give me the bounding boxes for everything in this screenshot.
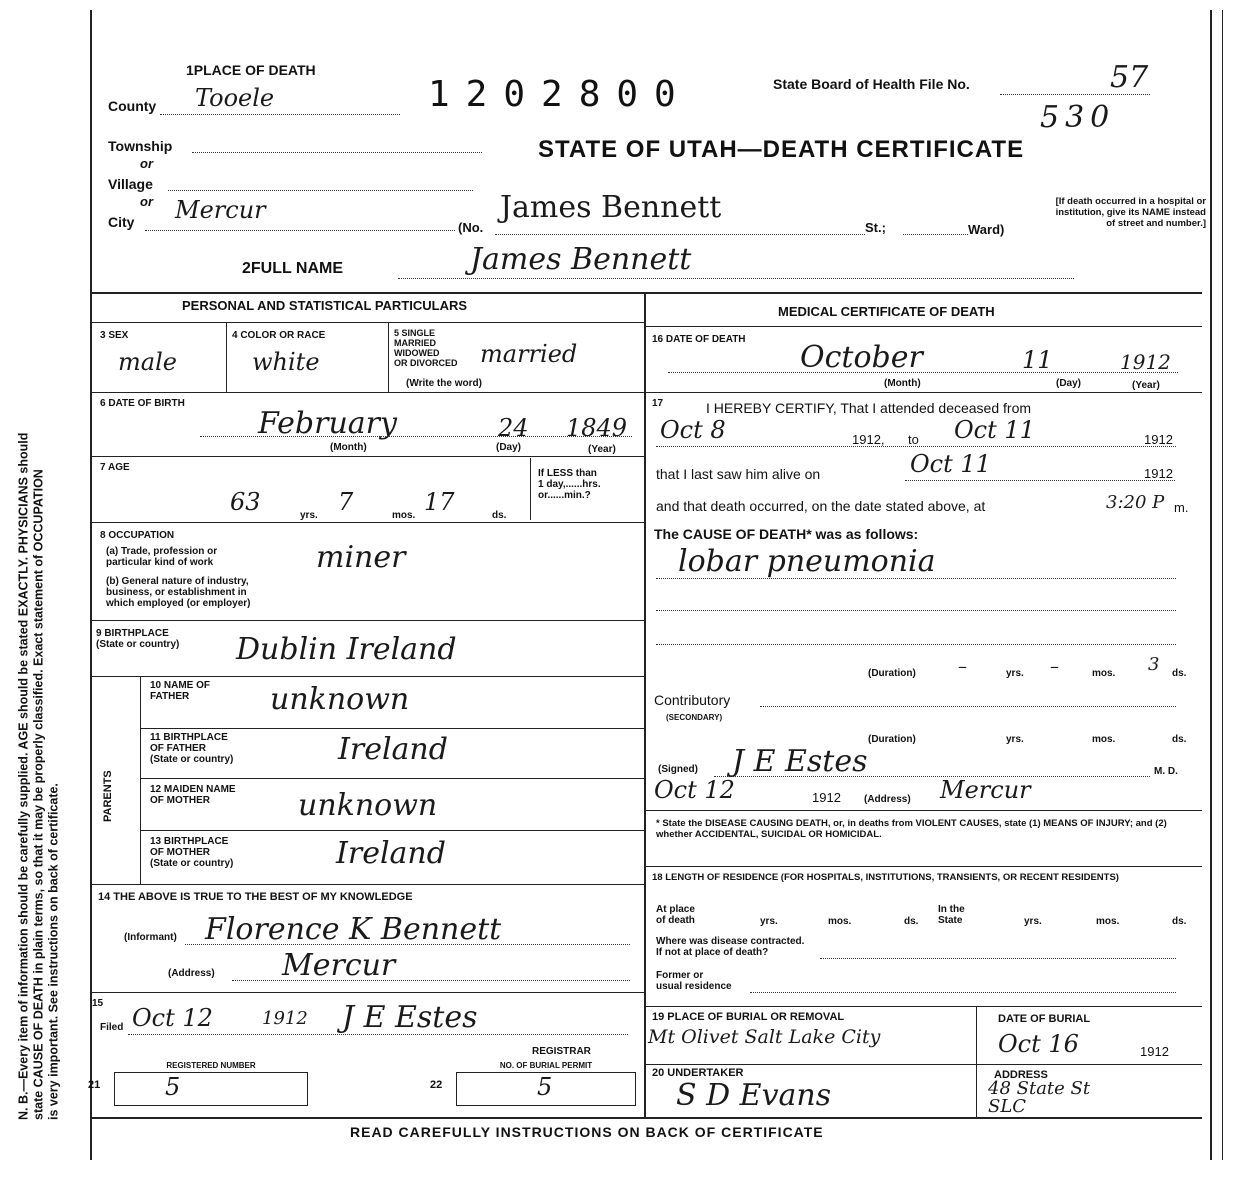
- hospital-note: [If death occurred in a hospital or institution, give its NAME instead of street and number.]: [1055, 196, 1206, 229]
- dod-year-caption: (Year): [1132, 380, 1160, 391]
- date-of-death-label: 16 DATE OF DEATH: [652, 334, 746, 345]
- township-label: Township: [108, 138, 173, 154]
- informant-value: Florence K Bennett: [205, 912, 502, 947]
- certify-number: 17: [652, 398, 664, 409]
- occupation-a-label: (a) Trade, profession or particular kind of work: [106, 546, 218, 568]
- marital-options: 5 SINGLE MARRIED WIDOWED OR DIVORCED: [394, 328, 458, 368]
- place-of-death-label: 1PLACE OF DEATH: [186, 62, 316, 78]
- occurred-text: and that death occurred, on the date stated above, at: [656, 498, 986, 514]
- attended-to-date: Oct 11: [954, 416, 1035, 444]
- side-note-line2: state CAUSE OF DEATH in plain terms, so that it may be properly classified. Exact statement of OCCUPATION: [31, 469, 46, 1120]
- st-label: St.;: [865, 220, 886, 235]
- no-label: (No.: [458, 220, 484, 235]
- side-instructions: [4, 60, 74, 1120]
- father-birthplace-value: Ireland: [338, 732, 448, 767]
- attended-to-year: 1912: [1144, 432, 1173, 447]
- duration-yrs-label: yrs.: [1006, 668, 1024, 679]
- father-birthplace-label: 11 BIRTHPLACE OF FATHER (State or country): [150, 732, 234, 765]
- duration2-yrs-label: yrs.: [1006, 734, 1024, 745]
- residence-state-yrs-label: yrs.: [1024, 916, 1042, 927]
- registrar-label: REGISTRAR: [532, 1046, 591, 1057]
- cause-label: The CAUSE OF DEATH* was as follows:: [654, 526, 919, 542]
- file-no-value2: 530: [1040, 100, 1116, 135]
- duration-mos: –: [1050, 656, 1059, 677]
- secondary-label: (SECONDARY): [666, 713, 723, 722]
- dod-year: 1912: [1120, 350, 1171, 374]
- village-label: Village: [108, 176, 153, 192]
- parents-label: PARENTS: [102, 770, 114, 822]
- father-name-label: 10 NAME OF FATHER: [150, 680, 211, 702]
- last-saw-date: Oct 11: [910, 450, 991, 478]
- duration2-mos-label: mos.: [1092, 734, 1116, 745]
- duration-days: 3: [1148, 654, 1160, 675]
- duration-mos-label: mos.: [1092, 668, 1116, 679]
- mother-birthplace-label: 13 BIRTHPLACE OF MOTHER (State or country): [150, 836, 234, 869]
- burial-date-label: DATE OF BURIAL: [998, 1013, 1091, 1025]
- residence-in-state-label: In the State: [938, 904, 965, 926]
- residence-at-place-label: At place of death: [656, 904, 695, 926]
- ward-label: Ward): [968, 222, 1005, 237]
- cause-footnote: * State the DISEASE CAUSING DEATH, or, in deaths from VIOLENT CAUSES, state (1) MEANS OF INJURY; and (2) whether ACCIDENTAL, SUICIDAL OR HOMICIDAL.: [656, 818, 1167, 840]
- undertaker-address-value: 48 State St SLC: [988, 1078, 1091, 1117]
- physician-signature: J E Estes: [732, 744, 868, 779]
- former-residence-label: Former or usual residence: [656, 970, 732, 992]
- dob-year: 1849: [566, 414, 628, 442]
- birthplace-label: 9 BIRTHPLACE (State or country): [96, 628, 180, 650]
- burial-permit-label: NO. OF BURIAL PERMIT: [499, 1061, 593, 1070]
- file-no-label: State Board of Health File No.: [773, 76, 970, 92]
- birthplace-value: Dublin Ireland: [236, 632, 457, 667]
- full-name-value: James Bennett: [470, 242, 692, 277]
- duration-yrs: –: [958, 656, 967, 677]
- signed-date: Oct 12: [654, 776, 735, 804]
- residence-label: 18 LENGTH OF RESIDENCE (FOR HOSPITALS, INSTITUTIONS, TRANSIENTS, OR RECENT RESIDENTS): [652, 872, 1119, 883]
- file-no-value: 57: [1110, 60, 1149, 95]
- occupation-b-label: (b) General nature of industry, business, or establishment in which employed (or employer): [106, 576, 251, 609]
- m-label: m.: [1174, 500, 1189, 515]
- address-label: (Address): [168, 968, 215, 979]
- informant-label: (Informant): [124, 932, 177, 943]
- to-label: to: [908, 432, 919, 447]
- filed-label: Filed: [100, 1022, 124, 1033]
- last-saw-year: 1912: [1144, 466, 1173, 481]
- registrar-signature: J E Estes: [342, 1000, 478, 1035]
- residence-place-mos-label: mos.: [828, 916, 852, 927]
- knowledge-label: 14 THE ABOVE IS TRUE TO THE BEST OF MY KNOWLEDGE: [98, 891, 413, 903]
- age-mos-label: mos.: [392, 510, 416, 521]
- mother-name-value: unknown: [298, 788, 438, 823]
- signed-label: (Signed): [658, 764, 698, 775]
- street-value: James Bennett: [500, 190, 722, 225]
- dod-day-caption: (Day): [1056, 378, 1082, 389]
- registered-prefix: 21: [88, 1079, 101, 1091]
- certificate-number: 1202800: [428, 74, 692, 115]
- residence-state-ds-label: ds.: [1172, 916, 1187, 927]
- registered-number-box: [114, 1061, 308, 1106]
- signed-address-label: (Address): [864, 794, 911, 805]
- burial-place-label: 19 PLACE OF BURIAL OR REMOVAL: [652, 1011, 845, 1023]
- age-yrs-label: yrs.: [300, 510, 318, 521]
- undertaker-label: 20 UNDERTAKER: [652, 1067, 744, 1079]
- or-label-1: or: [140, 156, 153, 171]
- last-saw-text: that I last saw him alive on: [656, 466, 821, 482]
- dod-day: 11: [1022, 346, 1053, 374]
- md-label: M. D.: [1154, 766, 1178, 777]
- dod-month-caption: (Month): [884, 378, 921, 389]
- footer-instructions: READ CAREFULLY INSTRUCTIONS ON BACK OF CERTIFICATE: [350, 1124, 824, 1140]
- marital-write-note: (Write the word): [406, 378, 482, 389]
- contributory-label: Contributory: [654, 692, 731, 708]
- signed-year: 1912: [812, 790, 841, 805]
- burial-place-value: Mt Olivet Salt Lake City: [648, 1026, 881, 1048]
- residence-place-yrs-label: yrs.: [760, 916, 778, 927]
- where-contracted-label: Where was disease contracted. If not at place of death?: [656, 936, 805, 958]
- dob-month-caption: (Month): [330, 442, 367, 453]
- filed-date: Oct 12: [132, 1004, 213, 1032]
- medical-heading: MEDICAL CERTIFICATE OF DEATH: [778, 304, 995, 319]
- sex-value: male: [118, 348, 177, 376]
- marital-value: married: [480, 340, 578, 368]
- undertaker-value: S D Evans: [676, 1078, 832, 1113]
- age-months: 7: [338, 488, 354, 516]
- color-label: 4 COLOR OR RACE: [232, 330, 326, 341]
- residence-state-mos-label: mos.: [1096, 916, 1120, 927]
- dob-year-caption: (Year): [588, 444, 616, 455]
- attended-from-year: 1912,: [852, 432, 885, 447]
- duration-ds-label: ds.: [1172, 668, 1187, 679]
- father-name-value: unknown: [270, 682, 410, 717]
- dob-label: 6 DATE OF BIRTH: [100, 398, 185, 409]
- burial-date-value: Oct 16: [998, 1030, 1079, 1058]
- personal-heading: PERSONAL AND STATISTICAL PARTICULARS: [182, 298, 468, 313]
- dob-month: February: [258, 406, 397, 441]
- attended-from-date: Oct 8: [660, 416, 726, 444]
- occupation-value: miner: [316, 540, 406, 575]
- certify-text: I HEREBY CERTIFY, That I attended deceased from: [706, 400, 1032, 416]
- burial-permit-value: 5: [537, 1073, 553, 1101]
- color-value: white: [252, 348, 320, 376]
- burial-permit-box: [456, 1061, 636, 1106]
- duration2-ds-label: ds.: [1172, 734, 1187, 745]
- occupation-label: 8 OCCUPATION: [100, 530, 175, 541]
- undertaker-address-label: ADDRESS: [994, 1069, 1048, 1081]
- city-label: City: [108, 214, 135, 230]
- residence-place-ds-label: ds.: [904, 916, 919, 927]
- dob-day-caption: (Day): [496, 442, 522, 453]
- dod-month: October: [800, 340, 923, 375]
- age-less-note: If LESS than 1 day,......hrs. or......min.?: [538, 468, 601, 501]
- city-value: Mercur: [175, 196, 266, 224]
- mother-name-label: 12 MAIDEN NAME OF MOTHER: [150, 784, 236, 806]
- age-years: 63: [230, 488, 261, 516]
- county-label: County: [108, 98, 157, 114]
- address-value: Mercur: [282, 948, 396, 983]
- cause-value: lobar pneumonia: [678, 544, 936, 579]
- sex-label: 3 SEX: [100, 330, 129, 341]
- time-of-death: 3:20 P: [1106, 492, 1165, 513]
- registered-number-value: 5: [165, 1073, 181, 1101]
- age-ds-label: ds.: [492, 510, 507, 521]
- age-label: 7 AGE: [100, 462, 130, 473]
- full-name-label: 2FULL NAME: [242, 260, 344, 277]
- permit-prefix: 22: [430, 1079, 443, 1091]
- filed-year: 1912: [262, 1008, 308, 1029]
- page-title: STATE OF UTAH—DEATH CERTIFICATE: [538, 136, 1025, 163]
- duration2-label: (Duration): [868, 734, 916, 745]
- duration-label: (Duration): [868, 668, 916, 679]
- age-days: 17: [424, 488, 455, 516]
- registered-number-label: REGISTERED NUMBER: [166, 1061, 256, 1070]
- mother-birthplace-value: Ireland: [336, 836, 446, 871]
- side-note-line3: is very important. See instructions on back of certificate.: [46, 783, 61, 1120]
- or-label-2: or: [140, 194, 153, 209]
- burial-year: 1912: [1140, 1044, 1169, 1059]
- county-value: Tooele: [195, 84, 275, 112]
- signed-address-value: Mercur: [940, 776, 1031, 804]
- side-note-line1: N. B.—Every item of information should be carefully supplied. AGE should be stated EXACTLY. PHYSICIANS should: [16, 432, 31, 1120]
- dob-day: 24: [498, 414, 529, 442]
- filed-number: 15: [92, 998, 104, 1009]
